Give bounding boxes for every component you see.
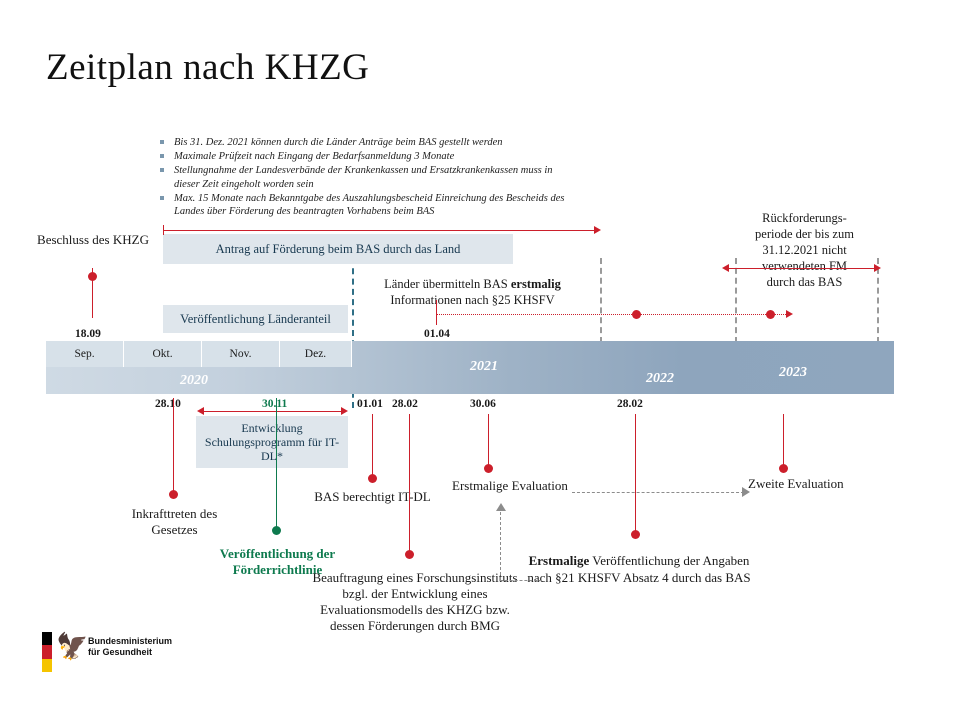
label-inkrafttreten-text: Inkrafttreten des Gesetzes (131, 506, 218, 537)
german-flag-icon (42, 632, 52, 672)
label-rueckforderung-line1: Rückforderungs- (762, 211, 847, 225)
arrow-antrag (163, 230, 595, 231)
connector-beauftragung (409, 414, 410, 556)
link-beauftragung-head-icon (496, 503, 506, 511)
label-beauftragung-text: Beauftragung eines Forschungsinstituts bzgl. der Entwicklung eines Evaluationsmodells des KHZG bzw. dessen Förderungen durch BMG (312, 570, 518, 633)
connector-erstmalige-veroeffentlichung (635, 414, 636, 536)
marker-dotted-2022 (632, 310, 641, 319)
list-item-label: Stellungnahme der Landesverbände der Krankenkassen und Ersatzkrankenkassen muss in dieser Zeit eingeholt worden sein (174, 165, 553, 190)
box-schulungsprogramm-label: Entwicklung Schulungsprogramm für IT-DL* (204, 421, 340, 463)
date-30-11-text: 30.11 (262, 398, 288, 410)
label-beauftragung (310, 570, 520, 634)
arrow-rueckforderung-head-right-icon (874, 264, 881, 272)
date-28-10: 28.10 (155, 398, 181, 410)
arrow-antrag-tick-left (163, 225, 164, 235)
label-erstmalige-veroeffentlichung-bold: Erstmalige (528, 553, 590, 568)
year-label-2021: 2021 (470, 359, 498, 374)
arrow-dotted-head-icon (786, 310, 793, 318)
month-label: Okt. (152, 348, 173, 360)
label-erstmalige-evaluation-text: Erstmalige Evaluation (452, 478, 568, 493)
label-zweite-evaluation (748, 476, 878, 492)
marker-inkrafttreten (169, 490, 178, 499)
list-item-label: Maximale Prüfzeit nach Eingang der Bedarfsanmeldung 3 Monate (174, 151, 455, 163)
label-laender-uebermitteln-line1: Länder übermitteln BAS (384, 277, 511, 291)
label-zweite-evaluation-text: Zweite Evaluation (748, 476, 844, 491)
month-label: Dez. (304, 348, 327, 360)
list-item (160, 192, 580, 218)
month-label: Sep. (74, 348, 95, 360)
list-item (160, 136, 580, 149)
label-inkrafttreten (112, 506, 237, 538)
label-beschluss-khzg (28, 232, 158, 248)
year-label-2023: 2023 (779, 365, 807, 380)
label-erstmalige-evaluation (452, 478, 582, 494)
list-item-label: Bis 31. Dez. 2021 können durch die Länder Anträge beim BAS gestellt werden (174, 137, 503, 148)
label-bas-berechtigt (310, 488, 435, 505)
eagle-icon: 🦅 (56, 632, 89, 661)
marker-erstmalige-evaluation (484, 464, 493, 473)
timeline-bar (46, 341, 894, 394)
marker-beschluss-khzg (88, 272, 97, 281)
box-schulungsprogramm (196, 416, 348, 468)
date-28-02-a: 28.02 (392, 398, 418, 410)
marker-foerderrichtlinie (272, 526, 281, 535)
label-foerderrichtlinie-text: Veröffentlichung der Förderrichtlinie (219, 546, 336, 577)
date-30-11 (262, 398, 287, 410)
list-item (160, 164, 580, 190)
logo-line2: für Gesundheit (88, 647, 153, 657)
label-rueckforderung-line2: periode der bis zum (755, 227, 854, 241)
label-rueckforderung-line5: durch das BAS (766, 275, 843, 289)
date-28-02-b: 28.02 (617, 398, 643, 410)
arrow-schulungsprogramm (200, 411, 342, 412)
label-erstmalige-veroeffentlichung-rest: Veröffentlichung der Angaben nach §21 KHSFV Absatz 4 durch das BAS (527, 553, 751, 585)
link-beauftragung-to-evaluation-v (500, 512, 501, 580)
connector-bas-berechtigt (372, 414, 373, 480)
list-item (160, 150, 580, 163)
month-cell-nov (202, 341, 280, 367)
list-item-label: Max. 15 Monate nach Bekanntgabe des Auszahlungsbescheid Einreichung des Bescheids des Landes über Förderung des beantragten Vorhabens beim BAS (174, 192, 565, 218)
bullet-square-icon (160, 196, 164, 200)
date-01-04: 01.04 (424, 328, 450, 340)
box-veroeffentlichung-laenderanteil-label: Veröffentlichung Länderanteil (180, 311, 331, 326)
connector-foerderrichtlinie (276, 398, 277, 530)
link-beauftragung-to-evaluation-h (500, 580, 542, 581)
bullet-square-icon (160, 154, 164, 158)
month-label: Nov. (229, 348, 252, 360)
marker-bas-berechtigt (368, 474, 377, 483)
label-beschluss-khzg-text: Beschluss des KHZG (37, 232, 149, 247)
connector-inkrafttreten (173, 398, 174, 496)
bullet-square-icon (160, 140, 164, 144)
logo-text (88, 636, 172, 658)
arrow-dotted-rueckforderung (436, 314, 788, 315)
bullet-square-icon (160, 168, 164, 172)
connector-01-04 (436, 300, 437, 325)
page-title: Zeitplan nach KHZG (46, 47, 370, 88)
label-laender-uebermitteln-bold: erstmalig (510, 277, 561, 291)
month-cell-dez (280, 341, 352, 367)
label-rueckforderung-line4: verwendeten FM (761, 259, 848, 273)
arrow-rueckforderung-head-left-icon (722, 264, 729, 272)
link-evaluations (572, 492, 744, 493)
marker-dotted-2023 (766, 310, 775, 319)
date-18-09: 18.09 (75, 328, 101, 340)
box-antrag (163, 234, 513, 264)
label-rueckforderung-line3: 31.12.2021 nicht (762, 243, 847, 257)
bullet-list (160, 136, 580, 219)
marker-zweite-evaluation (779, 464, 788, 473)
month-cell-okt (124, 341, 202, 367)
label-laender-uebermitteln (350, 276, 595, 308)
year-label-2022: 2022 (646, 371, 674, 386)
box-antrag-label: Antrag auf Förderung beim BAS durch das Land (215, 241, 461, 256)
guide-line-2022 (600, 258, 602, 343)
date-30-06: 30.06 (470, 398, 496, 410)
connector-erstmalige-evaluation (488, 414, 489, 470)
year-label-2020: 2020 (180, 373, 208, 388)
box-veroeffentlichung-laenderanteil (163, 305, 348, 333)
label-bas-berechtigt-text: BAS berechtigt IT-DL (314, 489, 431, 504)
label-erstmalige-veroeffentlichung (524, 552, 754, 586)
label-rueckforderungsperiode (712, 210, 897, 290)
date-01-01: 01.01 (357, 398, 383, 410)
arrow-schulungsprogramm-head-left-icon (197, 407, 204, 415)
logo-line1: Bundesministerium (88, 636, 173, 646)
arrow-schulungsprogramm-head-icon (341, 407, 348, 415)
arrow-antrag-head-icon (594, 226, 601, 234)
marker-erstmalige-veroeffentlichung (631, 530, 640, 539)
label-laender-uebermitteln-line2: Informationen nach §25 KHSFV (390, 293, 555, 307)
arrow-rueckforderung-span (726, 268, 878, 269)
bmg-logo (42, 632, 192, 678)
connector-zweite-evaluation (783, 414, 784, 470)
link-evaluations-head-icon (742, 487, 750, 497)
month-cell-sep (46, 341, 124, 367)
marker-beauftragung (405, 550, 414, 559)
